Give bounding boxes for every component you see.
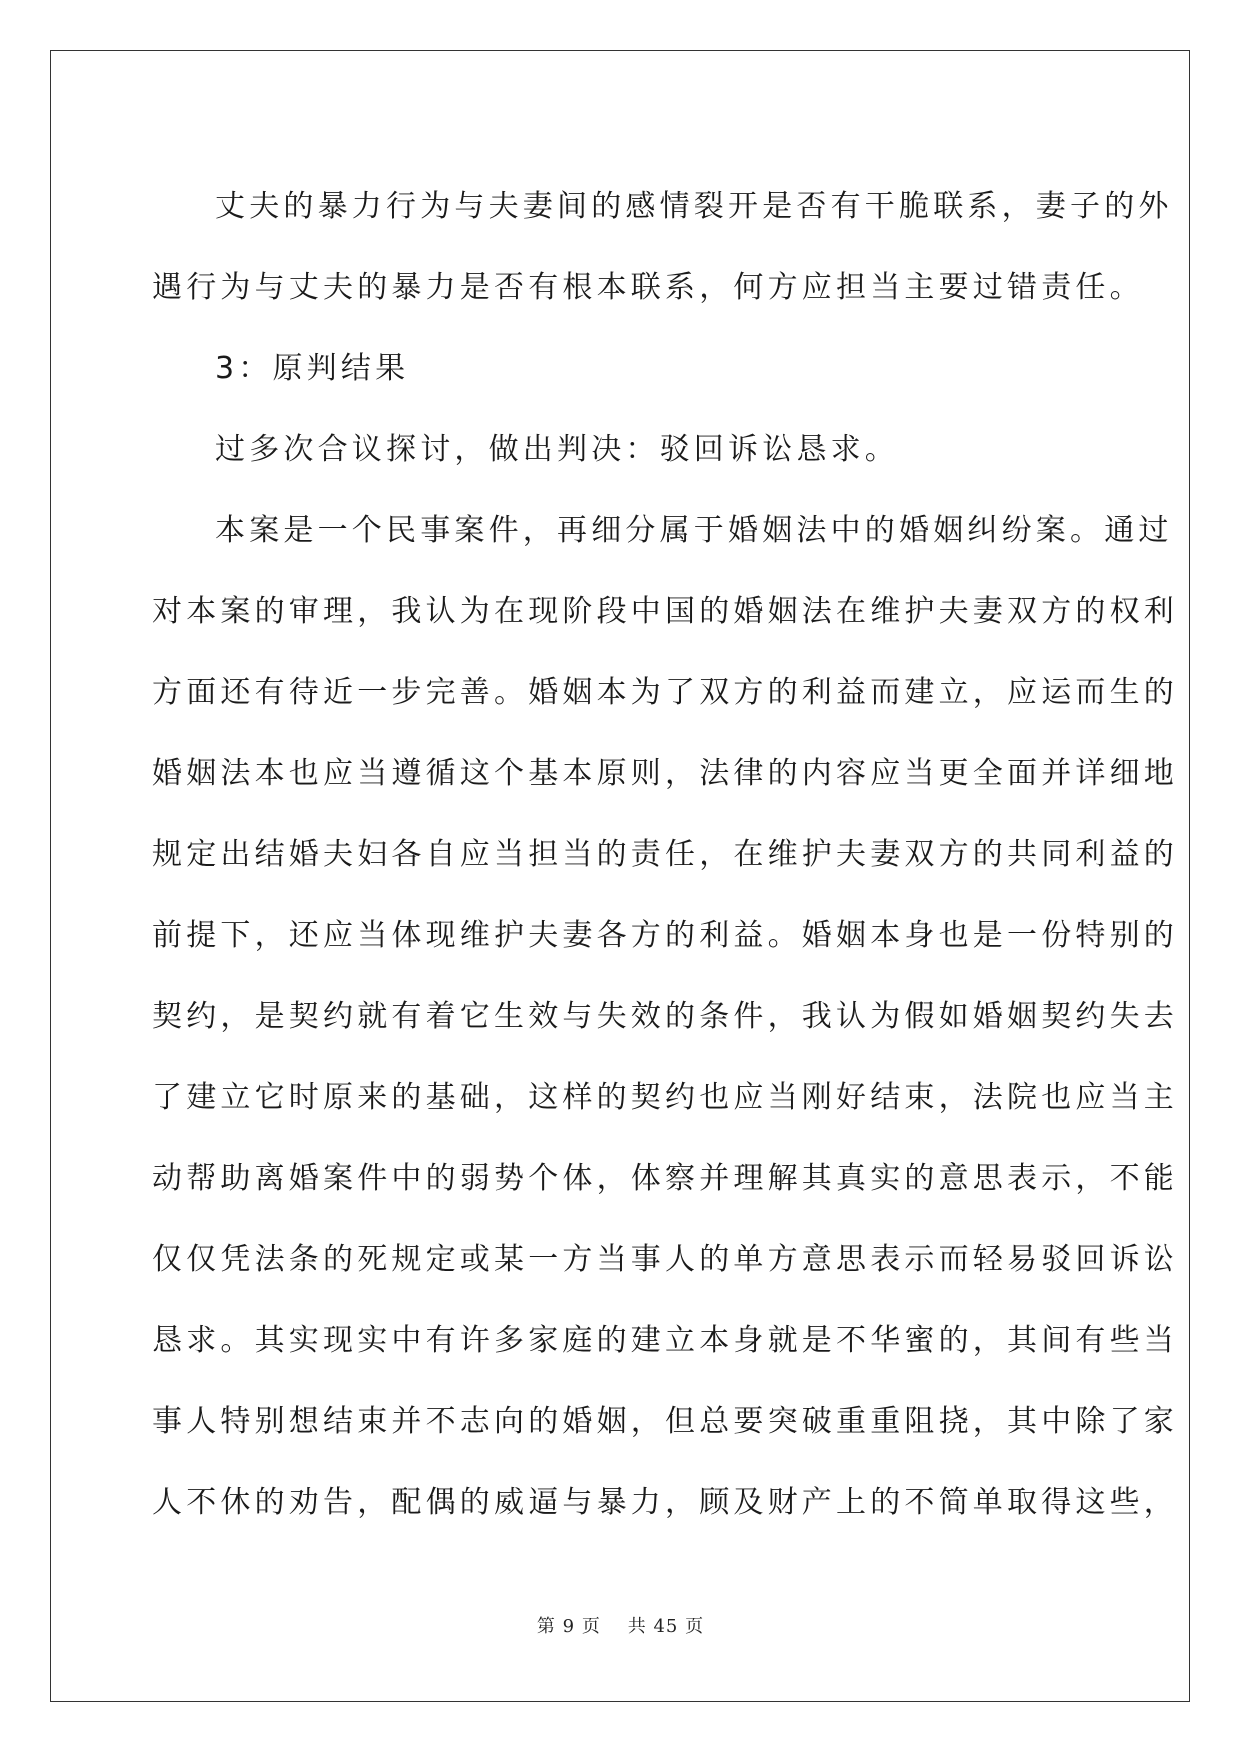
text-line: 人不休的劝告，配偶的威逼与暴力，顾及财产上的不简单取得这些， xyxy=(152,1485,1178,1520)
text-line: 恳求。其实现实中有许多家庭的建立本身就是不华蜜的，其间有些当 xyxy=(152,1323,1178,1358)
text-line: 前提下，还应当体现维护夫妻各方的利益。婚姻本身也是一份特别的 xyxy=(152,918,1178,953)
text-line: 过多次合议探讨，做出判决：驳回诉讼恳求。 xyxy=(215,432,899,467)
page-footer xyxy=(0,1612,1241,1638)
text-line: 3：原判结果 xyxy=(215,351,410,386)
paragraph xyxy=(152,409,1092,490)
text-line: 仅仅凭法条的死规定或某一方当事人的单方意思表示而轻易驳回诉讼 xyxy=(152,1242,1178,1277)
text-line: 契约，是契约就有着它生效与失效的条件，我认为假如婚姻契约失去 xyxy=(152,999,1178,1034)
total-pages: 共 45 页 xyxy=(627,1616,705,1637)
text-line: 了建立它时原来的基础，这样的契约也应当刚好结束，法院也应当主 xyxy=(152,1080,1178,1115)
text-line: 遇行为与丈夫的暴力是否有根本联系，何方应担当主要过错责任。 xyxy=(152,270,1144,305)
text-line: 方面还有待近一步完善。婚姻本为了双方的利益而建立，应运而生的 xyxy=(152,675,1178,710)
text-line: 动帮助离婚案件中的弱势个体，体察并理解其真实的意思表示，不能 xyxy=(152,1161,1178,1196)
text-line: 对本案的审理，我认为在现阶段中国的婚姻法在维护夫妻双方的权利 xyxy=(152,594,1178,629)
text-line: 事人特别想结束并不志向的婚姻，但总要突破重重阻挠，其中除了家 xyxy=(152,1404,1178,1439)
document-body xyxy=(152,166,1178,1543)
paragraph xyxy=(152,166,1173,328)
section-heading xyxy=(152,328,1092,409)
paragraph xyxy=(152,490,1178,1543)
text-line: 婚姻法本也应当遵循这个基本原则，法律的内容应当更全面并详细地 xyxy=(152,756,1178,791)
text-line: 本案是一个民事案件，再细分属于婚姻法中的婚姻纠纷案。通过 xyxy=(215,513,1173,548)
text-line: 丈夫的暴力行为与夫妻间的感情裂开是否有干脆联系，妻子的外 xyxy=(215,189,1173,224)
page-number: 第 9 页 xyxy=(536,1616,601,1637)
text-line: 规定出结婚夫妇各自应当担当的责任，在维护夫妻双方的共同利益的 xyxy=(152,837,1178,872)
